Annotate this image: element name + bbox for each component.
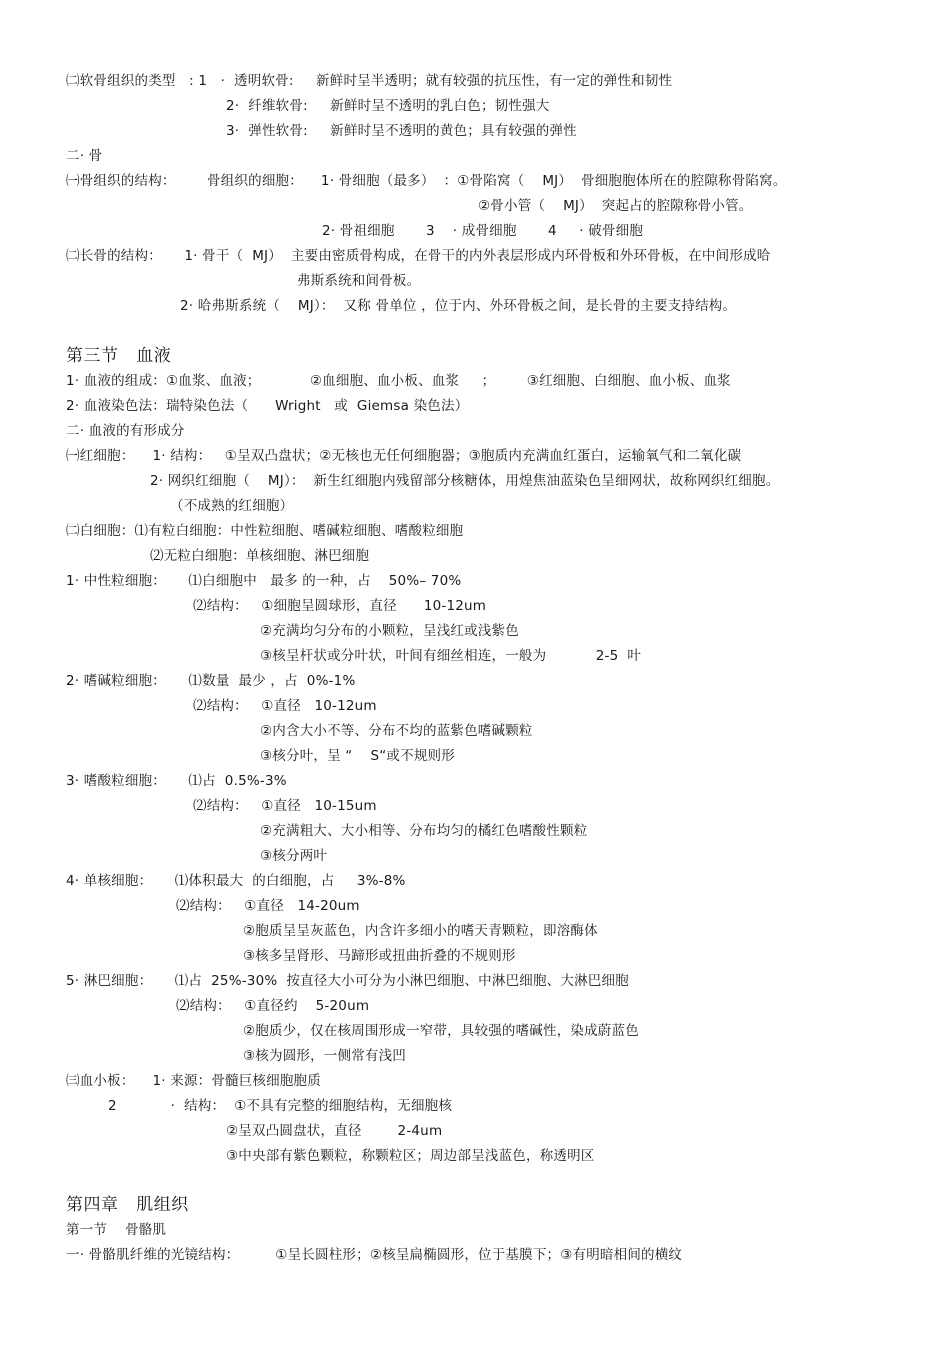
- neutrophil-line-3: ②充满均匀分布的小颗粒，呈浅红或浅紫色: [260, 623, 519, 639]
- long-bone-line-2: 弗斯系统和间骨板。: [297, 273, 421, 289]
- platelet-line-4: ③中央部有紫色颗粒，称颗粒区；周边部呈浅蓝色，称透明区: [226, 1148, 595, 1164]
- basophil-line-4: ③核分叶，呈 “ S“或不规则形: [260, 748, 455, 764]
- long-bone-line-1: ㈡长骨的结构： 1· 骨干（ MJ） 主要由密质骨构成，在骨干的内外表层形成内环骨板和外环骨板，在中间形成哈: [66, 248, 771, 264]
- eosinophil-line-4: ③核分两叶: [260, 848, 328, 864]
- monocyte-line-1: 4· 单核细胞： ⑴体积最大 的白细胞，占 3%-8%: [66, 873, 406, 889]
- rbc-line-2: 2· 网织红细胞（ MJ）： 新生红细胞内残留部分核糖体，用煌焦油蓝染色呈细网状，故称网织红细胞。: [150, 473, 780, 489]
- section-title-blood: 第三节 血液: [66, 346, 172, 366]
- rbc-line-3: （不成熟的红细胞）: [170, 498, 294, 514]
- blood-formed-title: 二· 血液的有形成分: [66, 423, 185, 439]
- lymphocyte-line-4: ③核为圆形，一侧常有浅凹: [243, 1048, 407, 1064]
- basophil-line-2: ⑵结构： ①直径 10-12um: [193, 698, 377, 714]
- lymphocyte-line-1: 5· 淋巴细胞： ⑴占 25%-30% 按直径大小可分为小淋巴细胞、中淋巴细胞、大淋巴细胞: [66, 973, 629, 989]
- neutrophil-line-1: 1· 中性粒细胞： ⑴白细胞中 最多 的一种，占 50%– 70%: [66, 573, 462, 589]
- monocyte-line-4: ③核多呈肾形、马蹄形或扭曲折叠的不规则形: [243, 948, 516, 964]
- wbc-line-1: ㈡白细胞：⑴有粒白细胞：中性粒细胞、嗜碱粒细胞、嗜酸粒细胞: [66, 523, 464, 539]
- cartilage-type-line-3: 3· 弹性软骨: 新鲜时呈不透明的黄色；具有较强的弹性: [226, 123, 577, 139]
- neutrophil-line-4: ③核呈杆状或分叶状，叶间有细丝相连，一般为 2-5 叶: [260, 648, 642, 664]
- skeletal-muscle-line-1: 一· 骨骼肌纤维的光镜结构： ①呈长圆柱形；②核呈扁椭圆形，位于基膜下；③有明暗相间的横纹: [66, 1247, 683, 1263]
- basophil-line-3: ②内含大小不等、分布不均的蓝紫色嗜碱颗粒: [260, 723, 533, 739]
- monocyte-line-3: ②胞质呈呈灰蓝色，内含许多细小的嗜天青颗粒，即溶酶体: [243, 923, 598, 939]
- platelet-line-2: 2 · 结构： ①不具有完整的细胞结构，无细胞核: [108, 1098, 453, 1114]
- bone-structure-line-3: 2· 骨祖细胞 3 · 成骨细胞 4 · 破骨细胞: [322, 223, 644, 239]
- long-bone-line-3: 2· 哈弗斯系统（ MJ）： 又称 骨单位 ，位于内、外环骨板之间，是长骨的主要支持结构。: [180, 298, 737, 314]
- wbc-line-2: ⑵无粒白细胞：单核细胞、淋巴细胞: [150, 548, 370, 564]
- blood-composition: 1· 血液的组成：①血浆、血液； ②血细胞、血小板、血浆 ； ③红细胞、白细胞、血小板、血浆: [66, 373, 731, 389]
- neutrophil-line-2: ⑵结构： ①细胞呈圆球形，直径 10-12um: [193, 598, 487, 614]
- chapter-title-muscle: 第四章 肌组织: [66, 1195, 189, 1215]
- lymphocyte-line-3: ②胞质少，仅在核周围形成一窄带，具较强的嗜碱性，染成蔚蓝色: [243, 1023, 639, 1039]
- bone-structure-line-1: ㈠骨组织的结构： 骨组织的细胞： 1· 骨细胞（最多） ：①骨陷窝（ MJ） 骨细胞胞体所在的腔隙称骨陷窝。: [66, 173, 787, 189]
- bone-structure-line-2: ②骨小管（ MJ） 突起占的腔隙称骨小管。: [478, 198, 753, 214]
- section-title-skeletal-muscle: 第一节 骨骼肌: [66, 1222, 167, 1238]
- eosinophil-line-3: ②充满粗大、大小相等、分布均匀的橘红色嗜酸性颗粒: [260, 823, 588, 839]
- platelet-line-3: ②呈双凸圆盘状，直径 2-4um: [226, 1123, 443, 1139]
- basophil-line-1: 2· 嗜碱粒细胞： ⑴数量 最少 ，占 0%-1%: [66, 673, 356, 689]
- cartilage-type-line-1: ㈡软骨组织的类型 : 1 · 透明软骨: 新鲜时呈半透明；就有较强的抗压性，有一定的弹性和韧性: [66, 73, 673, 89]
- cartilage-type-line-2: 2· 纤维软骨: 新鲜时呈不透明的乳白色；韧性强大: [226, 98, 550, 114]
- monocyte-line-2: ⑵结构： ①直径 14-20um: [176, 898, 360, 914]
- platelet-line-1: ㈢血小板： 1· 来源：骨髓巨核细胞胞质: [66, 1073, 321, 1089]
- eosinophil-line-2: ⑵结构： ①直径 10-15um: [193, 798, 377, 814]
- eosinophil-line-1: 3· 嗜酸粒细胞： ⑴占 0.5%-3%: [66, 773, 287, 789]
- bone-title: 二· 骨: [66, 148, 103, 164]
- blood-staining: 2· 血液染色法：瑞特染色法（ Wright 或 Giemsa 染色法）: [66, 398, 469, 414]
- lymphocyte-line-2: ⑵结构： ①直径约 5-20um: [176, 998, 370, 1014]
- rbc-line-1: ㈠红细胞： 1· 结构： ①呈双凸盘状；②无核也无任何细胞器；③胞质内充满血红蛋白，运输氧气和二氧化碳: [66, 448, 742, 464]
